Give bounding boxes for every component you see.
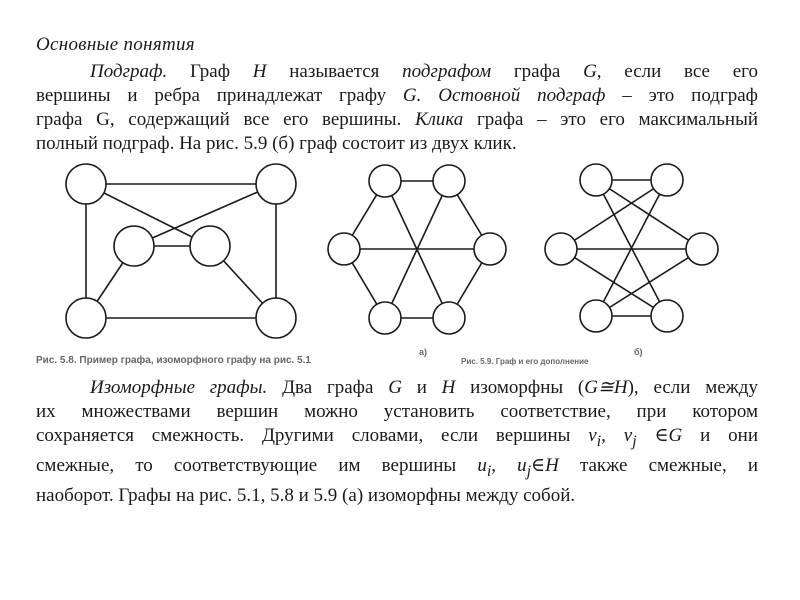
text-run: – это подграф — [605, 85, 758, 106]
graph-figure — [34, 160, 756, 372]
vertex — [369, 302, 401, 334]
figure-label-a: а) — [419, 347, 428, 357]
text-run: вершины и ребра принадлежат графу — [36, 85, 403, 106]
text-run: , если все его — [596, 61, 758, 82]
text-run: u — [477, 454, 487, 476]
vertex — [433, 165, 465, 197]
vertex — [369, 165, 401, 197]
edge — [561, 249, 667, 316]
text-run: , — [601, 425, 624, 446]
vertex — [66, 164, 106, 204]
para2-line — [36, 376, 758, 400]
text-run: называется — [266, 61, 403, 82]
para1-line — [36, 132, 758, 156]
text-run: G — [583, 61, 597, 82]
text-run: G≅H — [584, 377, 628, 398]
vertex — [474, 233, 506, 265]
text-run: Граф — [167, 61, 253, 82]
text-run: Два графа — [267, 377, 389, 398]
text-run: ), если между — [627, 377, 758, 398]
text-run: i — [596, 432, 602, 450]
text-run: G. Остовной подграф — [402, 85, 606, 106]
vertex — [433, 302, 465, 334]
text-run: i — [486, 462, 492, 480]
text-run: Клика — [414, 109, 464, 130]
edge — [596, 249, 702, 316]
vertex — [580, 164, 612, 196]
figure-label-b: б) — [634, 347, 643, 357]
text-run: наоборот. Графы на рис. 5.1, 5.8 и 5.9 (а) изоморфны между собой. — [36, 484, 576, 506]
para1-line — [36, 60, 758, 84]
vertex — [256, 164, 296, 204]
text-run: H — [441, 377, 456, 398]
text-run: G — [388, 377, 402, 398]
text-run: j — [632, 432, 637, 450]
vertex — [66, 298, 106, 338]
text-run: Подграф. — [90, 61, 168, 82]
text-run: также смежные, и — [558, 454, 759, 476]
text-run: ∈ — [636, 425, 669, 446]
subgraph-paragraph — [36, 60, 758, 156]
text-run: u — [517, 454, 527, 476]
text-run: сохраняется смежность. Другими словами, если вершины — [36, 425, 589, 446]
text-run: и они — [682, 425, 758, 446]
text-run: смежные, то соответствующие им вершины — [36, 454, 478, 476]
text-run: подграфом — [402, 61, 492, 82]
para1-line — [36, 108, 758, 132]
text-run: j — [526, 462, 532, 480]
text-run: Изоморфные графы. — [90, 377, 268, 398]
text-run: H — [545, 454, 559, 476]
vertex — [545, 233, 577, 265]
text-run: , — [491, 454, 518, 476]
text-run: графа G, содержащий все его вершины. — [36, 109, 415, 130]
edge — [596, 180, 702, 249]
section-heading: Основные понятия — [36, 34, 195, 55]
text-run: полный подграф. На рис. 5.9 (б) граф состоит из двух клик. — [36, 133, 517, 154]
text-run: и — [401, 377, 442, 398]
vertex — [190, 226, 230, 266]
para2-line — [36, 454, 758, 484]
vertex — [651, 164, 683, 196]
vertex — [328, 233, 360, 265]
vertex — [686, 233, 718, 265]
text-run: G — [668, 425, 683, 446]
text-run: графа — [491, 61, 584, 82]
para2-line — [36, 484, 758, 508]
text-run: v — [623, 425, 633, 446]
vertex — [114, 226, 154, 266]
text-run: H — [252, 61, 267, 82]
text-run: изоморфны ( — [455, 377, 585, 398]
graph-5-9-b — [561, 180, 702, 316]
para2-line — [36, 400, 758, 424]
vertex — [651, 300, 683, 332]
edge — [561, 180, 667, 249]
figure-caption-5-8: Рис. 5.8. Пример графа, изоморфного графу на рис. 5.1 — [36, 355, 311, 366]
para1-line — [36, 84, 758, 108]
text-run: их множествами вершин можно установить соответствие, при котором — [36, 401, 758, 422]
para2-line — [36, 424, 758, 454]
vertex — [580, 300, 612, 332]
text-run: графа – это его максимальный — [463, 109, 759, 130]
graph-drawings — [34, 160, 756, 372]
vertex — [256, 298, 296, 338]
figure-caption-5-9: Рис. 5.9. Граф и его дополнение — [461, 357, 589, 366]
isomorphism-paragraph — [36, 376, 758, 508]
text-run: ∈ — [531, 454, 546, 476]
text-run: v — [588, 425, 597, 446]
graph-5-9-a — [344, 181, 490, 318]
